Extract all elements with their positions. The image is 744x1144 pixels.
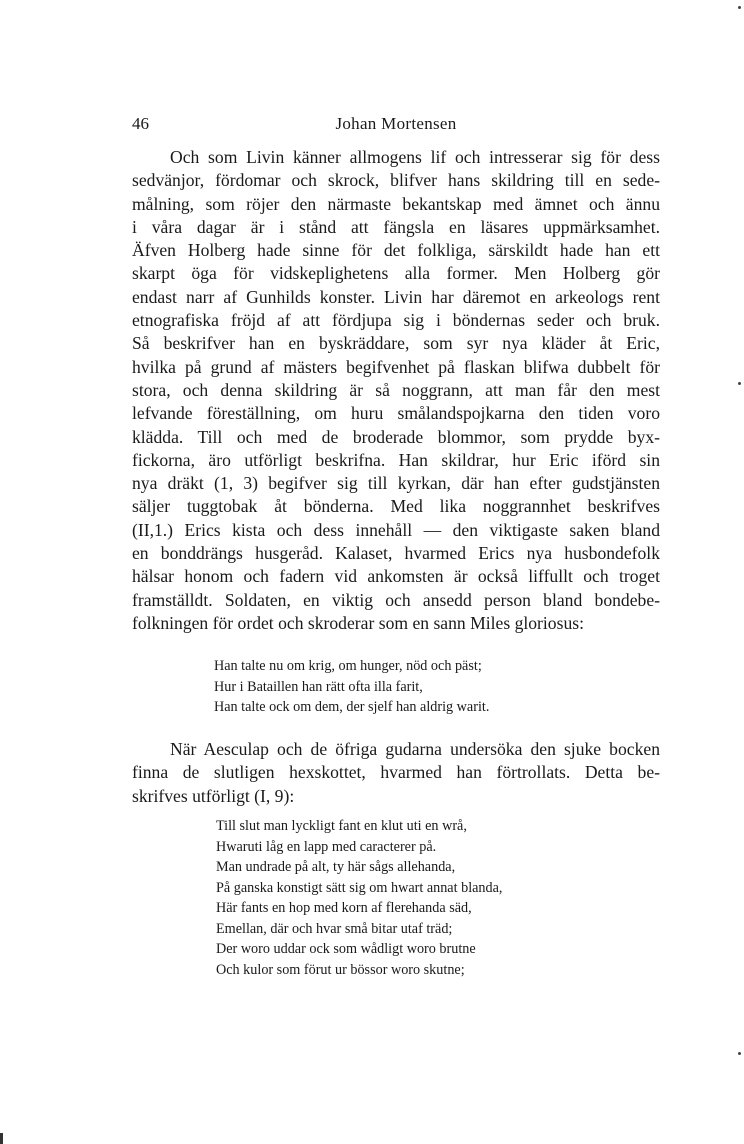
verse-line: Der woro uddar ock som wådligt woro brutne <box>216 941 476 957</box>
verse-line: Och kulor som förut ur bössor woro skutne; <box>216 961 465 978</box>
text-line: Och som Livin känner allmogens lif och intresserar sig för dess <box>170 147 660 167</box>
text-line: målning, som röjer den närmaste bekantskap med ämnet och ännu <box>132 193 660 214</box>
scan-speck <box>738 6 741 9</box>
text-line: sedvänjor, fördomar och skrock, blifver hans skildring till en sede- <box>132 170 660 191</box>
verse-quotation-2 <box>216 816 502 980</box>
scan-edge-mark <box>0 1133 3 1144</box>
verse-line: Han talte nu om krig, om hunger, nöd och päst; <box>214 658 482 674</box>
text-line: nya dräkt (1, 3) begifver sig till kyrkan, där han efter gudstjänsten <box>132 473 660 494</box>
text-line: i våra dagar är i stånd att fängsla en läsares uppmärksamhet. <box>132 216 660 237</box>
text-line: (II,1.) Erics kista och dess innehåll — den viktigaste saken bland <box>132 519 660 540</box>
text-line: hvilka på grund af mästers begifvenhet på flaskan blifwa dubbelt för <box>132 356 660 377</box>
text-line: folkningen för ordet och skroderar som en sann Miles gloriosus: <box>132 612 584 633</box>
scan-speck <box>738 1052 741 1055</box>
text-line: stora, och denna skildring är så noggrann, att man får den mest <box>132 379 660 400</box>
running-head: Johan Mortensen <box>335 114 457 133</box>
verse-line: Hwaruti låg en lapp med caracterer på. <box>216 838 437 855</box>
verse-line: Hur i Bataillen han rätt ofta illa farit, <box>214 678 423 695</box>
text-line: skrifves utförligt (I, 9): <box>132 785 295 806</box>
page-number: 46 <box>132 114 149 133</box>
text-line: lefvande föreställning, om huru smålandspojkarna den tiden voro <box>132 403 660 424</box>
verse-line: Här fants en hop med korn af flerehanda säd, <box>216 900 472 916</box>
paragraph-2 <box>132 738 660 808</box>
text-line: Äfven Holberg hade sinne för det folkliga, särskildt hade han ett <box>132 240 660 261</box>
verse-line: Emellan, där och hvar små bitar utaf träd; <box>216 920 453 937</box>
scan-speck <box>738 382 741 385</box>
text-line: säljer tuggtobak åt bönderna. Med lika noggrannhet beskrifves <box>132 496 660 517</box>
text-line: hälsar honom och fadern vid ankomsten är också liffullt och troget <box>132 566 660 587</box>
text-line: skarpt öga för vidskeplighetens alla former. Men Holberg gör <box>132 263 660 284</box>
text-line: Så beskrifver han en byskräddare, som syr nya kläder åt Eric, <box>132 333 660 354</box>
verse-quotation-1 <box>214 656 489 718</box>
text-line: fickorna, äro utförligt beskrifna. Han skildrar, hur Eric iförd sin <box>132 449 660 470</box>
text-line: klädda. Till och med de broderade blommor, som prydde byx- <box>132 426 660 447</box>
text-line: endast narr af Gunhilds konster. Livin har däremot en arkeologs rent <box>132 286 660 307</box>
text-line: en bonddrängs husgeråd. Kalaset, hvarmed Erics nya husbondefolk <box>132 543 660 564</box>
text-line: finna de slutligen hexskottet, hvarmed han förtrollats. Detta be- <box>132 762 660 783</box>
text-line: framställdt. Soldaten, en viktig och ansedd person bland bondebe- <box>132 589 660 610</box>
text-line: etnografiska fröjd af att fördjupa sig i böndernas seder och bruk. <box>132 310 660 331</box>
text-line: När Aesculap och de öfriga gudarna undersöka den sjuke bocken <box>170 739 660 759</box>
page-header <box>132 114 660 136</box>
paragraph-1 <box>132 146 660 635</box>
verse-line: Man undrade på alt, ty här sågs allehanda, <box>216 859 456 875</box>
verse-line: Till slut man lyckligt fant en klut uti en wrå, <box>216 818 467 834</box>
verse-line: På ganska konstigt sätt sig om hwart annat blanda, <box>216 879 503 896</box>
verse-line: Han talte ock om dem, der sjelf han aldrig warit. <box>214 699 490 715</box>
